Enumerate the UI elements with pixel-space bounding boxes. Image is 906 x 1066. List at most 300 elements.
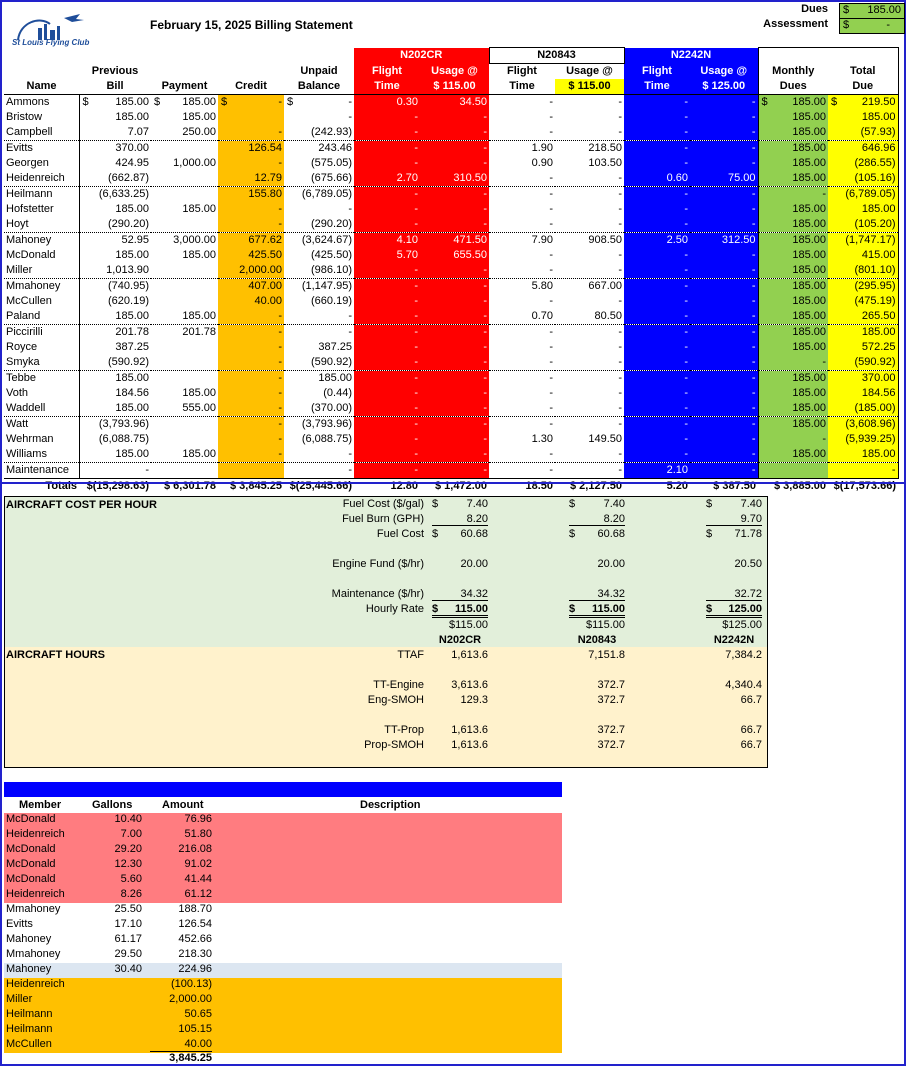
cost-value: 32.72 (706, 588, 762, 601)
cell-r-u: - (420, 217, 489, 233)
logo-text: St Louis Flying Club (12, 38, 90, 47)
ledger-amount: 51.80 (184, 828, 212, 840)
currency-sign: $ (569, 498, 576, 510)
billing-row (4, 294, 898, 309)
cell-w-ft: - (489, 217, 555, 233)
cost-value: 60.68 (460, 528, 488, 540)
ledger-amount: 105.15 (178, 1023, 212, 1035)
cell-name: Georgen (4, 156, 79, 171)
cost-value: 34.32 (432, 588, 488, 601)
cell-unpaid: (3,793.96) (301, 418, 352, 430)
hours-label: TT-Engine (373, 679, 424, 691)
billing-row (4, 217, 898, 233)
cell-dues: 185.00 (758, 279, 828, 295)
cell-prev: - (145, 464, 149, 476)
cell-b-ft: 2.50 (624, 233, 690, 249)
cell-prev: 1,013.90 (79, 263, 151, 279)
cell-w-u: - (555, 187, 624, 203)
cell-pay (151, 417, 218, 433)
ledger-member: Miller (6, 993, 33, 1005)
cost-label: Hourly Rate (365, 603, 424, 615)
col-ft-r2: Time (354, 79, 420, 95)
cell-r-ft: - (354, 386, 420, 401)
cell-name: Wehrman (4, 432, 79, 447)
cell-b-u: - (690, 110, 758, 125)
cell-b-ft: - (624, 432, 690, 447)
cell-dues: 185.00 (758, 340, 828, 355)
cell-name: Mmahoney (4, 279, 79, 295)
hours-value: 66.7 (740, 694, 762, 706)
cell-pay: 185.00 (182, 387, 216, 399)
ledger-member: Heidenreich (6, 888, 65, 900)
cell-r-ft: - (354, 325, 420, 341)
cell-w-u: - (555, 447, 624, 463)
cell-unpaid: 387.25 (318, 341, 352, 353)
billing-row (4, 340, 898, 355)
cell-b-ft: - (624, 386, 690, 401)
ledger-gallons: 8.26 (120, 888, 142, 900)
cell-total: (105.16) (828, 171, 898, 187)
cell-total: (295.95) (828, 279, 898, 295)
col-payment: Payment (151, 79, 218, 95)
cell-prev: (6,088.75) (98, 433, 149, 445)
cell-b-u: - (690, 125, 758, 141)
cell-dues: 185.00 (758, 447, 828, 463)
ledger-amount: 76.96 (184, 813, 212, 825)
cell-r-u: - (420, 386, 489, 401)
cell-unpaid: - (284, 447, 354, 463)
hours-value: 66.7 (740, 739, 762, 751)
cell-unpaid: (0.44) (323, 387, 352, 399)
cell-total: 185.00 (828, 325, 898, 341)
section-divider (2, 482, 904, 484)
ledger-member: Evitts (6, 918, 33, 930)
cell-credit (218, 463, 284, 479)
col-md-1: Monthly (758, 64, 828, 80)
cell-w-ft: - (489, 263, 555, 279)
cell-unpaid: (590.92) (284, 355, 354, 371)
cell-w-u: - (555, 355, 624, 371)
cell-total: 265.50 (828, 309, 898, 325)
totals-unpaid: $(25,445.66) (284, 479, 354, 495)
cell-b-ft: - (624, 294, 690, 309)
cell-w-ft: 7.90 (489, 233, 555, 249)
cell-w-ft: - (489, 294, 555, 309)
assessment-value (839, 18, 905, 34)
cell-w-u: - (555, 110, 624, 125)
cell-w-u: 218.50 (555, 141, 624, 157)
cell-total: 184.56 (828, 386, 898, 401)
cell-prev: (662.87) (79, 171, 151, 187)
cell-w-ft: 0.90 (489, 156, 555, 171)
cell-dues: 185.00 (758, 125, 828, 141)
cost-value: 115.00 (569, 603, 625, 618)
cell-total: (185.00) (828, 401, 898, 417)
cell-r-ft: - (354, 294, 420, 309)
cell-credit: 40.00 (218, 294, 284, 309)
cell-pay (151, 432, 218, 447)
cell-unpaid: (370.00) (284, 401, 354, 417)
cell-r-u: 471.50 (420, 233, 489, 249)
statement-title: February 15, 2025 Billing Statement (150, 18, 353, 32)
cell-prev: (620.19) (108, 295, 149, 307)
cell-unpaid: (660.19) (311, 295, 352, 307)
ledger-amount: (100.13) (171, 978, 212, 990)
rate-text: $115.00 (449, 619, 488, 631)
cost-label: Maintenance ($/hr) (331, 588, 424, 600)
currency-sign: $ (706, 603, 713, 615)
cost-value: 7.40 (466, 498, 488, 510)
cell-name: Heilmann (4, 187, 79, 203)
hours-value: 1,613.6 (451, 739, 488, 751)
aircraft-label: N20843 (577, 634, 617, 646)
cell-b-ft: - (624, 202, 690, 217)
billing-row (4, 325, 898, 341)
ledger-gallons: 5.60 (120, 873, 142, 885)
cell-prev: 370.00 (115, 142, 149, 154)
ledger-gallons: 61.17 (114, 933, 142, 945)
col-unpaid-1: Unpaid (300, 64, 338, 77)
cell-pay: 555.00 (151, 401, 218, 417)
cell-total: (590.92) (828, 355, 898, 371)
cell-total: 219.50 $ (828, 95, 898, 111)
cell-pay: 185.00 (151, 447, 218, 463)
cell-r-u: - (420, 463, 489, 479)
billing-row (4, 386, 898, 401)
billing-row (4, 202, 898, 217)
cell-b-ft: - (624, 417, 690, 433)
ledger-amount: 41.44 (184, 873, 212, 885)
ledger-amount: 224.96 (178, 963, 212, 975)
cell-w-ft: - (489, 401, 555, 417)
cell-total: (6,789.05) (828, 187, 898, 203)
cell-credit: - (218, 202, 284, 217)
col-ft-r1: Flight (354, 64, 420, 80)
cell-credit: - (218, 217, 284, 233)
cell-b-ft: - (624, 401, 690, 417)
ledger-amount: 61.12 (184, 888, 212, 900)
currency-sign: $ (221, 96, 228, 108)
cell-total: (1,747.17) (828, 233, 898, 249)
cost-value: 8.20 (569, 513, 625, 526)
cell-total: 185.00 (828, 202, 898, 217)
ledger-gallons: 7.00 (120, 828, 142, 840)
cell-prev: (590.92) (79, 355, 151, 371)
cell-prev: 185.00 (79, 401, 151, 417)
cell-dues: 185.00 (758, 417, 828, 433)
ledger-amount: 91.02 (184, 858, 212, 870)
cell-w-ft: 1.30 (489, 432, 555, 447)
cell-prev: 52.95 (121, 234, 149, 246)
cell-prev: 185.00 (79, 309, 151, 325)
cell-pay: 250.00 (151, 125, 218, 141)
cell-total: 572.25 (828, 340, 898, 355)
cell-w-ft: - (489, 171, 555, 187)
cell-pay: 1,000.00 (173, 157, 216, 169)
cell-r-ft: - (354, 217, 420, 233)
cell-r-ft: - (354, 432, 420, 447)
cell-r-u: - (420, 202, 489, 217)
cell-prev: 387.25 (115, 341, 149, 353)
ledger-gallons: 29.20 (114, 843, 142, 855)
cell-name: Watt (4, 417, 79, 433)
cell-r-u: 310.50 (420, 171, 489, 187)
cell-w-ft: - (489, 447, 555, 463)
cell-credit: - (218, 371, 284, 387)
cell-total: (286.55) (828, 156, 898, 171)
cell-b-ft: - (624, 95, 690, 111)
col-name: Name (4, 79, 79, 95)
cell-b-ft: - (624, 447, 690, 463)
cell-w-u: 908.50 (555, 233, 624, 249)
hours-value: 66.7 (740, 724, 762, 736)
totals-r-ft: 12.80 (354, 479, 420, 495)
currency-sign: $ (569, 528, 576, 540)
cell-pay (151, 171, 218, 187)
cell-name: Royce (4, 340, 79, 355)
hours-value: 372.7 (597, 724, 625, 736)
cell-name: Voth (4, 386, 79, 401)
totals-dues: $ 3,885.00 (758, 479, 828, 495)
cell-unpaid: - (348, 111, 352, 123)
ledger-member: McDonald (6, 873, 56, 885)
aircraft-header-n20843: N20843 (489, 48, 624, 64)
ledger-gallons: 30.40 (114, 963, 142, 975)
cell-total: (3,608.96) (828, 417, 898, 433)
ledger-member: McDonald (6, 858, 56, 870)
cell-b-ft: - (624, 125, 690, 141)
cell-r-ft: - (354, 417, 420, 433)
cell-w-u: - (555, 263, 624, 279)
cell-name: Maintenance (4, 463, 79, 479)
cost-value: 8.20 (432, 513, 488, 526)
billing-row (4, 187, 898, 203)
cell-r-ft: - (354, 279, 420, 295)
cell-w-u: - (555, 248, 624, 263)
cell-b-ft: - (624, 355, 690, 371)
cell-w-ft: - (489, 386, 555, 401)
billing-row (4, 171, 898, 187)
cell-w-ft: - (489, 125, 555, 141)
hours-value: 129.3 (460, 694, 488, 706)
billing-row (4, 141, 898, 157)
billing-row (4, 110, 898, 125)
assessment-currency: $ (843, 19, 850, 31)
cell-prev: (6,633.25) (98, 188, 149, 200)
cell-pay: 185.00 (182, 203, 216, 215)
cell-r-ft: - (354, 463, 420, 479)
cell-prev: 424.95 (115, 157, 149, 169)
cell-name: Hofstetter (4, 202, 79, 217)
cost-label: Fuel Cost (376, 528, 424, 540)
cell-credit: 407.00 (218, 279, 284, 295)
assessment-amount: - (886, 19, 890, 31)
cell-dues: 185.00 (758, 371, 828, 387)
totals-r-u: $ 1,472.00 (420, 479, 489, 495)
col-use-w1: Usage @ (566, 65, 613, 77)
cell-b-u: - (690, 325, 758, 341)
cell-w-u: - (555, 386, 624, 401)
cell-w-ft: - (489, 248, 555, 263)
cell-b-u: - (690, 355, 758, 371)
cell-r-u: - (420, 294, 489, 309)
ledger-member: Mahoney (6, 933, 52, 945)
cell-b-u: 75.00 (690, 171, 758, 187)
currency-sign: $ (569, 603, 576, 615)
hours-value: 1,613.6 (451, 724, 488, 736)
cell-unpaid: - (348, 326, 352, 338)
cell-unpaid: (3,624.67) (301, 234, 352, 246)
cell-w-u: 103.50 (555, 156, 624, 171)
cell-credit: - (218, 355, 284, 371)
cell-r-u: - (420, 187, 489, 203)
hours-value: 7,384.2 (725, 649, 762, 661)
cell-w-ft: - (489, 355, 555, 371)
totals-b-u: $ 387.50 (690, 479, 758, 495)
cell-unpaid: (986.10) (284, 263, 354, 279)
ledger-member: Heilmann (6, 1008, 53, 1020)
cell-total: 185.00 (828, 447, 898, 463)
cell-b-u: - (690, 401, 758, 417)
assessment-label: Assessment (763, 18, 828, 30)
cell-unpaid: (6,088.75) (301, 433, 352, 445)
cell-w-ft: - (489, 325, 555, 341)
hours-label: TT-Prop (384, 724, 424, 736)
cell-prev: 185.00 (79, 447, 151, 463)
cell-b-u: - (690, 156, 758, 171)
cell-b-u: - (690, 432, 758, 447)
cell-w-u: - (555, 325, 624, 341)
ledger-row (4, 1023, 562, 1038)
cell-prev: (290.20) (79, 217, 151, 233)
cell-unpaid: (290.20) (284, 217, 354, 233)
cell-total: - (828, 463, 898, 479)
cell-prev: 185.00 $ (82, 96, 149, 108)
cell-name: Miller (4, 263, 79, 279)
aircraft-header-n202cr: N202CR (354, 48, 489, 64)
cell-name: Waddell (4, 401, 79, 417)
cell-b-ft: - (624, 279, 690, 295)
cell-pay: 185.00 (151, 309, 218, 325)
cell-total: (475.19) (828, 294, 898, 309)
billing-row (4, 463, 898, 479)
billing-row (4, 432, 898, 447)
cell-w-ft: - (489, 187, 555, 203)
cell-r-ft: - (354, 309, 420, 325)
currency-sign: $ (706, 498, 713, 510)
dues-currency: $ (843, 4, 850, 16)
ledger-member: Mmahoney (6, 948, 61, 960)
totals-label: Totals (4, 479, 79, 495)
cell-dues: 185.00 (758, 294, 828, 309)
cell-r-u: 34.50 (420, 95, 489, 111)
cell-r-u: - (420, 340, 489, 355)
totals-credit: $ 3,845.25 (218, 479, 284, 495)
cell-w-u: 667.00 (555, 279, 624, 295)
billing-row (4, 401, 898, 417)
cell-dues: 185.00 $ (758, 95, 828, 111)
cost-section-title: AIRCRAFT COST PER HOUR (6, 499, 157, 511)
cell-pay: 201.78 (182, 326, 216, 338)
cell-dues (758, 463, 828, 479)
cell-b-u: - (690, 371, 758, 387)
col-prev-2: Bill (79, 79, 151, 95)
cell-r-ft: 4.10 (354, 233, 420, 249)
hours-value: 7,151.8 (588, 649, 625, 661)
cell-name: Ammons (4, 95, 79, 111)
billing-row (4, 125, 898, 141)
cost-value: 9.70 (706, 513, 762, 526)
currency-sign: $ (432, 603, 439, 615)
cell-w-ft: - (489, 371, 555, 387)
cell-pay (151, 371, 218, 387)
cell-r-u: - (420, 432, 489, 447)
cell-pay (151, 141, 218, 157)
cell-credit (218, 110, 284, 125)
cell-dues: - (758, 187, 828, 203)
cell-credit: - (218, 432, 284, 447)
col-md-2: Dues (758, 79, 828, 95)
cell-unpaid: (675.66) (284, 171, 354, 187)
cell-prev: 185.00 (115, 203, 149, 215)
ledger-member: McDonald (6, 843, 56, 855)
billing-row (4, 263, 898, 279)
ledger-gallons: 17.10 (114, 918, 142, 930)
cell-unpaid: - (284, 309, 354, 325)
cell-w-u: - (555, 294, 624, 309)
col-unpaid-2: Balance (284, 79, 354, 95)
dues-value (839, 3, 905, 19)
cell-r-u: - (420, 371, 489, 387)
cell-w-ft: 1.90 (489, 141, 555, 157)
hours-value: 3,613.6 (451, 679, 488, 691)
currency-sign: $ (287, 96, 294, 108)
cell-name: Paland (4, 309, 79, 325)
currency-sign: $ (154, 96, 161, 108)
cell-name: Williams (4, 447, 79, 463)
cell-credit: 2,000.00 (218, 263, 284, 279)
cell-b-ft: - (624, 156, 690, 171)
cell-name: Smyka (4, 355, 79, 371)
col-ft-b2: Time (624, 79, 690, 95)
cost-value: 20.00 (597, 558, 625, 570)
ledger-amount: 218.30 (178, 948, 212, 960)
cell-dues: 185.00 (758, 386, 828, 401)
ledger-row (4, 1008, 562, 1023)
cell-credit: 12.79 (218, 171, 284, 187)
ledger-amount: 126.54 (178, 918, 212, 930)
cell-r-u: - (420, 125, 489, 141)
cell-prev: 201.78 (115, 326, 149, 338)
cell-r-u: - (420, 279, 489, 295)
ledger-amount: 452.66 (178, 933, 212, 945)
ledger-gallons-header: Gallons (92, 799, 133, 811)
cell-b-u: - (690, 279, 758, 295)
cell-pay: 185.00 (182, 111, 216, 123)
cell-r-ft: - (354, 187, 420, 203)
cell-r-u: - (420, 355, 489, 371)
cell-total: (57.93) (828, 125, 898, 141)
cell-b-ft: - (624, 263, 690, 279)
rate-text: $125.00 (722, 619, 762, 631)
cell-r-ft: - (354, 263, 420, 279)
cell-unpaid: (575.05) (311, 157, 352, 169)
cell-unpaid: - $ (287, 96, 352, 108)
totals-b-ft: 5.20 (624, 479, 690, 495)
cell-name: Campbell (4, 125, 79, 141)
ledger-amount-header: Amount (162, 799, 204, 811)
ledger-member-header: Member (19, 799, 62, 811)
